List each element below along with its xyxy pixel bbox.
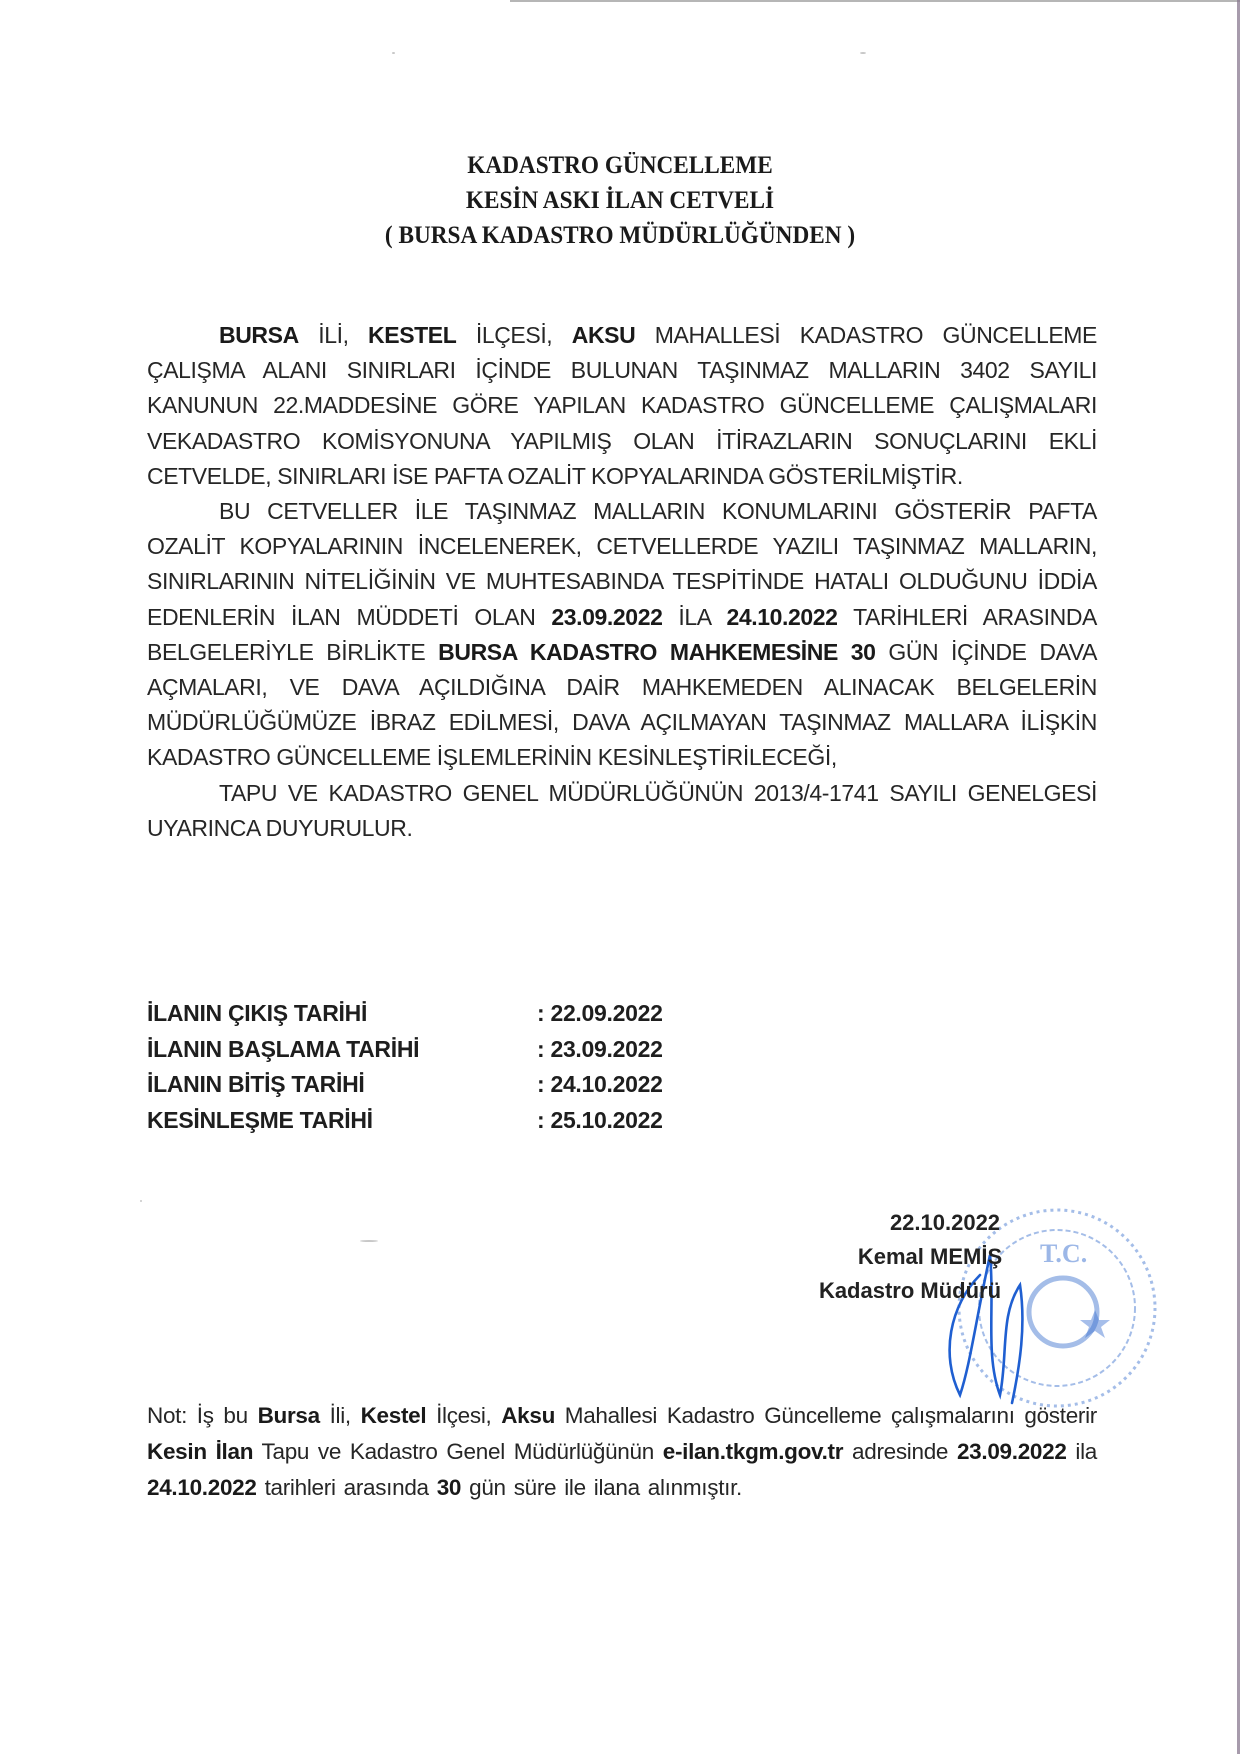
signature-block [780, 1206, 1040, 1308]
date-label: İLANIN BAŞLAMA TARİHİ [147, 1035, 420, 1062]
e-ilan-url: e-ilan.tkgm.gov.tr [662, 1439, 844, 1464]
footnote: Not: İş bu Bursa İli, Kestel İlçesi, Aksu Mahallesi Kadastro Güncelleme çalışmalarını gösterir Kesin İlan Tapu ve Kadastro Genel Müdürlüğünün e-ilan.tkgm.gov.tr adresinde 23.09.2022 ila 24.10.2022 tarihleri arasında 30 gün süre ile ilana alınmıştır. [147, 1403, 1097, 1500]
date-value: : 25.10.2022 [537, 1106, 663, 1133]
date-row-start [147, 1032, 707, 1068]
date-row-finalization [147, 1103, 707, 1139]
paragraph-3: TAPU VE KADASTRO GENEL MÜDÜRLÜĞÜNÜN 2013/4-1741 SAYILI GENELGESİ UYARINCA DUYURULUR. [147, 779, 1097, 841]
signatory-name: Kemal MEMİŞ [857, 1244, 1003, 1269]
date-value: : 24.10.2022 [537, 1071, 663, 1097]
date-value: : 22.09.2022 [537, 1000, 663, 1026]
title-line-2: KESİN ASKI İLAN CETVELİ [465, 187, 775, 214]
document-title [43, 148, 1196, 253]
title-line-3: ( BURSA KADASTRO MÜDÜRLÜĞÜNDEN ) [384, 222, 856, 249]
paragraph-2: BU CETVELLER İLE TAŞINMAZ MALLARIN KONUMLARINI GÖSTERİR PAFTA OZALİT KOPYALARININ İNCELENEREK, CETVELLERDE YAZILI TAŞINMAZ MALLARIN, SINIRLARININ NİTELİĞİNİN VE MUHTESABINDA TESPİTİNDE HATALI OLDUĞUNU İDDİA EDENLERİN İLAN MÜDDETİ OLAN 23.09.2022 İLA 24.10.2022 TARİHLERİ ARASINDA BELGELERİYLE BİRLİKTE BURSA KADASTRO MAHKEMESİNE 30 GÜN İÇİNDE DAVA AÇMALARI, VE DAVA AÇILDIĞINA DAİR MAHKEMEDEN ALINACAK BELGELERİN MÜDÜRLÜĞÜMÜZE İBRAZ EDİLMESİ, DAVA AÇILMAYAN TAŞINMAZ MALLARA İLİŞKİN KADASTRO GÜNCELLEME İŞLEMLERİNİN KESİNLEŞTİRİLECEĞİ, [147, 498, 1098, 771]
date-label: KESİNLEŞME TARİHİ [147, 1106, 373, 1133]
date-label: İLANIN ÇIKIŞ TARİHİ [147, 1000, 368, 1026]
scan-top-edge [510, 0, 1240, 2]
date-row-issue [147, 996, 707, 1032]
signatory-title: Kadastro Müdürü [818, 1278, 1002, 1303]
announcement-dates-table [147, 996, 707, 1138]
announcement-body [147, 318, 1097, 846]
paragraph-1: BURSA İLİ, KESTEL İLÇESİ, AKSU MAHALLESİ KADASTRO GÜNCELLEME ÇALIŞMA ALANI SINIRLARI İÇİNDE BULUNAN TAŞINMAZ MALLARIN 3402 SAYILI KANUNUN 22.MADDESİNE GÖRE YAPILAN KADASTRO GÜNCELLEME ÇALIŞMALARI VEKADASTRO KOMİSYONUNA YAPILMIŞ OLAN İTİRAZLARIN SONUÇLARINI EKLİ CETVELDE, SINIRLARI İSE PAFTA OZALİT KOPYALARINDA GÖSTERİLMİŞTİR. [147, 322, 1097, 489]
date-value: : 23.09.2022 [537, 1035, 663, 1062]
svg-text:T.C.: T.C. [1040, 1239, 1088, 1268]
date-label: İLANIN BİTİŞ TARİHİ [147, 1071, 365, 1097]
date-row-end [147, 1067, 707, 1103]
title-line-1: KADASTRO GÜNCELLEME [467, 152, 773, 179]
signature-date: 22.10.2022 [889, 1210, 1001, 1235]
